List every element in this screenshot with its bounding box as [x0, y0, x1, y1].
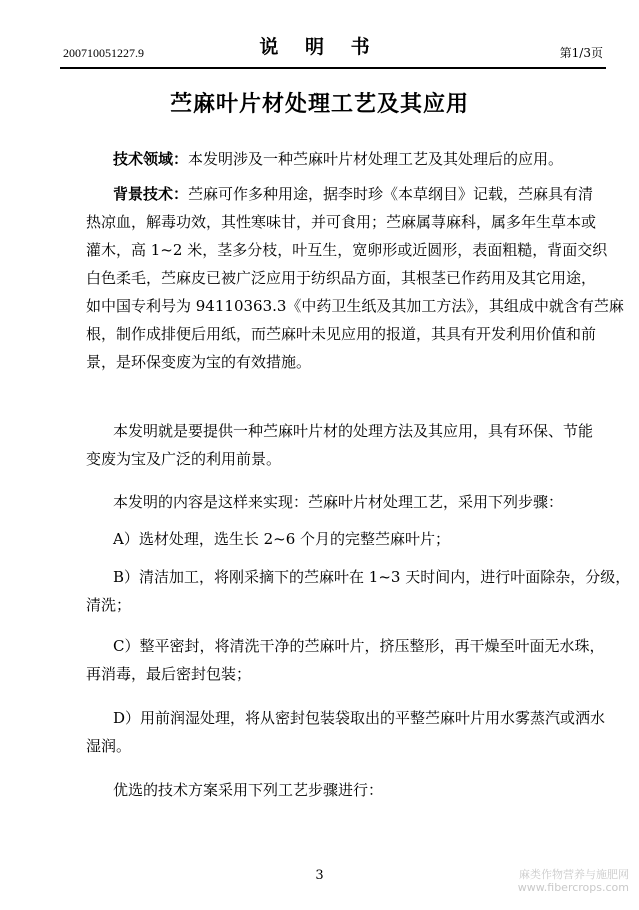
text-segment: C）整平密封，将清洗干净的苎麻叶片，挤压整形，再干燥至叶面无水珠， — [113, 637, 605, 655]
step-c — [86, 632, 605, 688]
document-number: 200710051227.9 — [63, 46, 144, 60]
text-line — [86, 704, 606, 732]
paragraph-implementation — [86, 488, 591, 516]
text-line — [86, 236, 608, 264]
step-d — [86, 704, 606, 760]
text-segment: 灌木，高 1~2 米，茎多分枝，叶互生，宽卵形或近圆形，表面粗糙，背面交织 — [86, 241, 608, 259]
paragraph-purpose — [86, 417, 594, 473]
text-line — [86, 320, 597, 348]
text-segment: 再消毒，最后密封包装； — [86, 665, 252, 683]
text-line — [86, 145, 591, 173]
paragraph-background — [86, 180, 624, 376]
text-line — [86, 417, 594, 445]
page-number: 3 — [315, 868, 324, 883]
document-title: 苎麻叶片材处理工艺及其应用 — [169, 91, 469, 117]
text-segment: 本发明就是要提供一种苎麻叶片材的处理方法及其应用，具有环保、节能 — [113, 422, 594, 440]
text-segment: 热凉血，解毒功效，其性寒味甘，并可食用；苎麻属荨麻科，属多年生草本或 — [86, 213, 597, 231]
text-segment: 优选的技术方案采用下列工艺步骤进行： — [113, 781, 384, 799]
text-line — [86, 208, 597, 236]
watermark-text: 麻类作物营养与施肥网 — [519, 868, 629, 881]
text-segment: B）清洁加工，将刚采摘下的苎麻叶在 1~3 天时间内，进行叶面除杂，分级， — [113, 568, 631, 586]
header-rule — [60, 67, 606, 69]
section-label: 背景技术： — [113, 185, 189, 203]
text-line — [86, 180, 594, 208]
page-indicator: 第1/3页 — [559, 46, 603, 60]
document-type: 说 明 书 — [259, 36, 380, 58]
text-segment: A）选材处理，选生长 2~6 个月的完整苎麻叶片； — [113, 530, 451, 548]
text-line — [86, 563, 631, 591]
text-line — [86, 591, 591, 619]
text-segment: 如中国专利号为 94110363.3《中药卫生纸及其加工方法》，其组成中就含有苎麻 — [86, 297, 624, 315]
text-line — [86, 292, 624, 320]
watermark — [518, 868, 629, 894]
paragraph-technical-field — [86, 145, 591, 173]
text-segment: 变废为宝及广泛的利用前景。 — [86, 450, 282, 468]
text-line — [86, 348, 591, 376]
step-b — [86, 563, 631, 619]
text-line — [86, 264, 597, 292]
text-segment: 白色柔毛，苎麻皮已被广泛应用于纺织品方面，其根茎已作药用及其它用途， — [86, 269, 597, 287]
text-segment: 本发明的内容是这样来实现：苎麻叶片材处理工艺，采用下列步骤： — [113, 493, 564, 511]
text-segment: 湿润。 — [86, 737, 132, 755]
text-segment: 景，是环保变废为宝的有效措施。 — [86, 353, 312, 371]
text-segment: 苎麻可作多种用途，据李时珍《本草纲目》记载，苎麻具有清 — [188, 185, 594, 203]
text-line — [86, 445, 591, 473]
step-a — [86, 525, 591, 553]
text-segment: D）用前润湿处理，将从密封包装袋取出的平整苎麻叶片用水雾蒸汽或洒水 — [113, 709, 606, 727]
text-segment: 根，制作成排便后用纸，而苎麻叶未见应用的报道，其具有开发利用价值和前 — [86, 325, 597, 343]
text-line — [86, 776, 591, 804]
text-segment: 本发明涉及一种苎麻叶片材处理工艺及其处理后的应用。 — [188, 150, 564, 168]
text-line — [86, 488, 591, 516]
text-line — [86, 660, 591, 688]
section-label: 技术领域： — [113, 150, 189, 168]
text-segment: 清洗； — [86, 596, 132, 614]
text-line — [86, 732, 591, 760]
paragraph-preferred — [86, 776, 591, 804]
watermark-url: www.fibercrops.com — [517, 881, 629, 894]
text-line — [86, 632, 605, 660]
text-line — [86, 525, 591, 553]
